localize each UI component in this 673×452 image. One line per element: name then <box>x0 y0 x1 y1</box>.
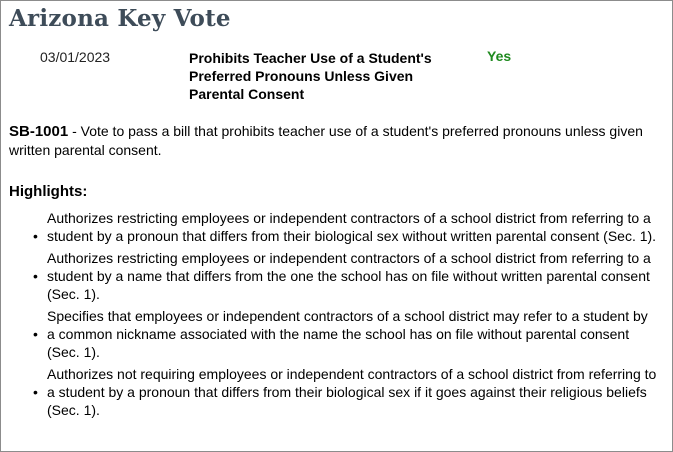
highlight-text: Authorizes restricting employees or independent contractors of a school district from referring to a student by a pronoun that differs from their biological sex without written parental consent (Sec. 1). <box>47 210 657 244</box>
bullet-icon: • <box>33 384 38 400</box>
highlight-text: Specifies that employees or independent contractors of a school district may refer to a student by a common nickname associated with the name the school has on file without parental consent (Sec. 1). <box>47 308 648 360</box>
vote-date: 03/01/2023 <box>40 49 111 65</box>
vote-title: Prohibits Teacher Use of a Student's Preferred Pronouns Unless Given Parental Consent <box>189 50 432 102</box>
highlight-text: Authorizes not requiring employees or independent contractors of a school district from referring to a student by a pronoun that differs from their biological sex if it goes against their religious beliefs (Sec. 1). <box>47 366 657 418</box>
vote-result: Yes <box>487 48 512 64</box>
list-item <box>1 365 659 419</box>
list-item <box>1 209 659 245</box>
highlight-text: Authorizes restricting employees or independent contractors of a school district from referring to a student by a name that differs from the one the school has on file without written parental consent (Sec. 1). <box>47 250 651 302</box>
bullet-icon: • <box>33 326 38 342</box>
bill-summary <box>9 122 659 159</box>
bullet-icon: • <box>33 268 38 284</box>
bullet-icon: • <box>33 228 38 244</box>
list-item <box>1 307 659 361</box>
page-title: Arizona Key Vote <box>9 5 231 32</box>
bill-id: SB-1001 <box>9 123 69 140</box>
vote-row <box>1 47 672 107</box>
bill-summary-text: - Vote to pass a bill that prohibits teacher use of a student's preferred pronouns unless given written parental consent. <box>9 123 643 158</box>
list-item <box>1 249 659 303</box>
highlights-list <box>1 209 672 423</box>
highlights-heading: Highlights: <box>9 183 88 200</box>
